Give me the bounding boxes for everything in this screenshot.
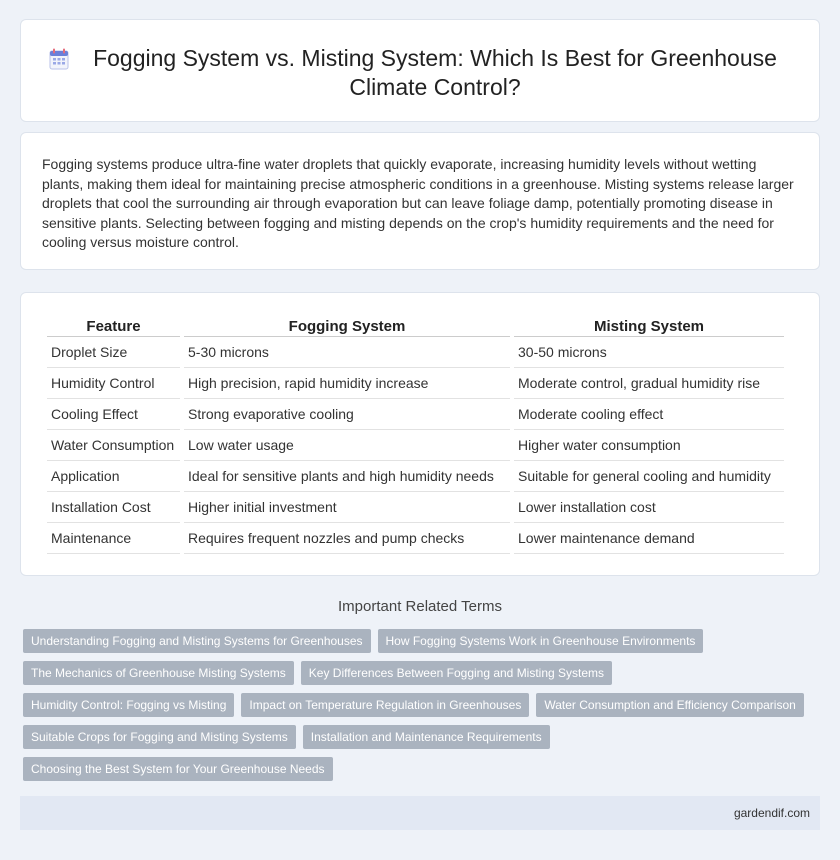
- intro-card: [20, 132, 820, 270]
- table-row: [47, 368, 784, 399]
- cell-fogging: Higher initial investment: [184, 492, 510, 523]
- cell-misting: Higher water consumption: [514, 430, 784, 461]
- cell-feature: Maintenance: [47, 523, 180, 554]
- table-row: [47, 399, 784, 430]
- related-term-tag[interactable]: Choosing the Best System for Your Greenhouse Needs: [23, 757, 333, 781]
- related-term-tag[interactable]: Suitable Crops for Fogging and Misting Systems: [23, 725, 296, 749]
- header-feature: Feature: [47, 317, 180, 337]
- intro-paragraph: Fogging systems produce ultra-fine water droplets that quickly evaporate, increasing humidity levels without wetting plants, making them ideal for maintaining precise atmospheric conditions in a greenhouse. Misting systems release larger droplets that cool the surrounding air through evaporation but can leave foliage damp, potentially promoting disease in sensitive plants. Selecting between fogging and misting depends on the crop's humidity requirements and the need for cooling versus moisture control.: [42, 156, 794, 250]
- cell-fogging: High precision, rapid humidity increase: [184, 368, 510, 399]
- cell-feature: Installation Cost: [47, 492, 180, 523]
- cell-misting: Moderate cooling effect: [514, 399, 784, 430]
- related-term-tag[interactable]: Impact on Temperature Regulation in Greenhouses: [241, 693, 529, 717]
- page-title: Fogging System vs. Misting System: Which Is Best for Greenhouse Climate Control?: [93, 45, 777, 100]
- related-term-tag[interactable]: Understanding Fogging and Misting Systems for Greenhouses: [23, 629, 371, 653]
- cell-misting: Lower maintenance demand: [514, 523, 784, 554]
- comparison-table: [43, 317, 788, 554]
- cell-fogging: Low water usage: [184, 430, 510, 461]
- cell-misting: 30-50 microns: [514, 337, 784, 368]
- related-term-tag[interactable]: The Mechanics of Greenhouse Misting Systems: [23, 661, 294, 685]
- related-term-tag[interactable]: How Fogging Systems Work in Greenhouse Environments: [378, 629, 704, 653]
- table-row: [47, 461, 784, 492]
- related-term-tag[interactable]: Water Consumption and Efficiency Comparison: [536, 693, 803, 717]
- cell-misting: Lower installation cost: [514, 492, 784, 523]
- cell-feature: Droplet Size: [47, 337, 180, 368]
- cell-fogging: Requires frequent nozzles and pump checks: [184, 523, 510, 554]
- cell-misting: Suitable for general cooling and humidity: [514, 461, 784, 492]
- cell-feature: Humidity Control: [47, 368, 180, 399]
- related-term-tag[interactable]: Installation and Maintenance Requirements: [303, 725, 550, 749]
- cell-feature: Water Consumption: [47, 430, 180, 461]
- related-term-tag[interactable]: Humidity Control: Fogging vs Misting: [23, 693, 234, 717]
- title-card: [20, 19, 820, 122]
- footer: [20, 796, 820, 830]
- cell-misting: Moderate control, gradual humidity rise: [514, 368, 784, 399]
- header-misting: Misting System: [514, 317, 784, 337]
- table-row: [47, 523, 784, 554]
- table-row: [47, 492, 784, 523]
- header-fogging: Fogging System: [184, 317, 510, 337]
- cell-feature: Application: [47, 461, 180, 492]
- cell-fogging: Ideal for sensitive plants and high humidity needs: [184, 461, 510, 492]
- footer-site-link[interactable]: gardendif.com: [733, 806, 810, 820]
- cell-feature: Cooling Effect: [47, 399, 180, 430]
- table-row: [47, 430, 784, 461]
- related-terms-list: [23, 629, 813, 781]
- table-row: [47, 337, 784, 368]
- related-term-tag[interactable]: Key Differences Between Fogging and Misting Systems: [301, 661, 612, 685]
- cell-fogging: Strong evaporative cooling: [184, 399, 510, 430]
- table-header-row: [47, 317, 784, 337]
- comparison-card: [20, 292, 820, 576]
- cell-fogging: 5-30 microns: [184, 337, 510, 368]
- related-terms-heading: Important Related Terms: [338, 598, 502, 615]
